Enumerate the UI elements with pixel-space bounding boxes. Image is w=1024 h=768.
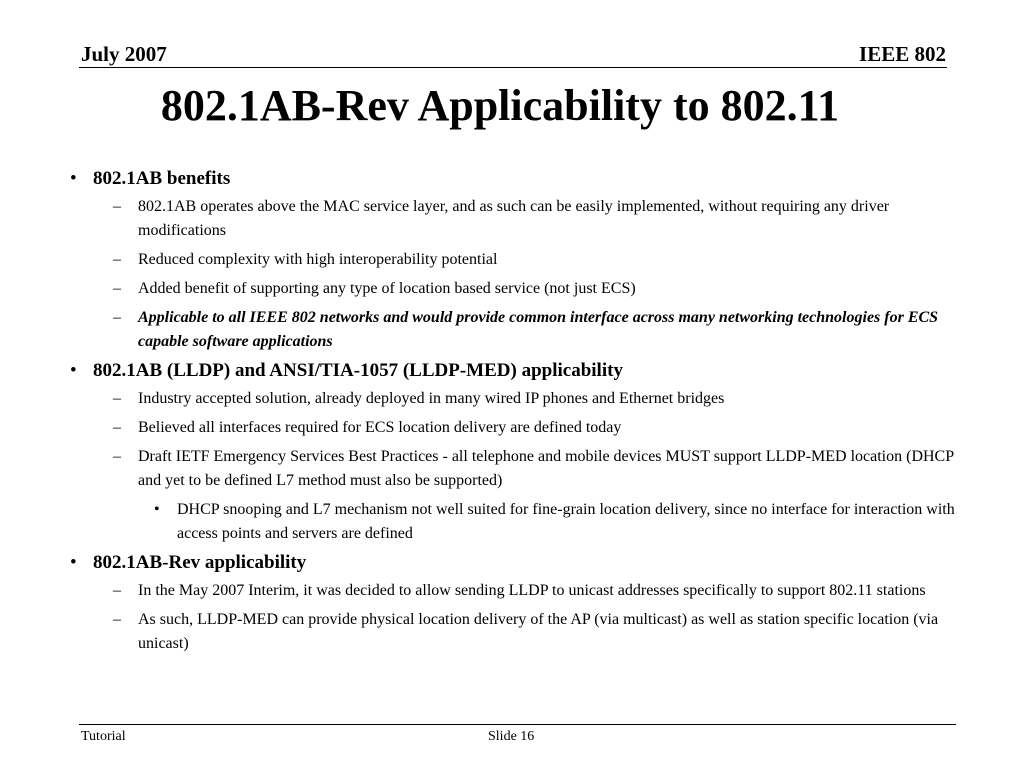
list-item-emphasized [113, 306, 970, 354]
list-item-text: Reduced complexity with high interoperability potential [138, 251, 498, 268]
bullet-marker: • [70, 168, 77, 189]
slide-number: Slide 16 [488, 729, 535, 744]
dash-marker: – [113, 448, 121, 465]
section-heading-text: 802.1AB-Rev applicability [93, 552, 307, 573]
list-item [113, 248, 970, 272]
list-item [113, 387, 970, 411]
sub-list-item [154, 498, 970, 546]
dash-marker: – [113, 611, 121, 628]
list-item [113, 195, 970, 243]
list-item-text: Believed all interfaces required for ECS location delivery are defined today [138, 419, 622, 436]
list-item-text: In the May 2007 Interim, it was decided to allow sending LLDP to unicast addresses specifically to support 802.11 stations [138, 582, 926, 599]
bullet-marker: • [70, 552, 77, 573]
dash-marker: – [113, 251, 121, 268]
footer-divider [79, 724, 956, 725]
list-item-text: Draft IETF Emergency Services Best Practices - all telephone and mobile devices MUST support LLDP-MED location (DHCP and yet to be defined L7 method must also be supported) [138, 448, 954, 489]
list-item-text: Added benefit of supporting any type of location based service (not just ECS) [138, 280, 636, 297]
list-item [113, 608, 970, 656]
bullet-marker: • [154, 501, 160, 518]
header-org: IEEE 802 [859, 42, 946, 66]
dash-marker: – [113, 390, 121, 407]
slide-title: 802.1AB-Rev Applicability to 802.11 [160, 81, 840, 130]
list-item-text: 802.1AB operates above the MAC service layer, and as such can be easily implemented, without requiring any driver modifications [138, 198, 890, 239]
section-heading [70, 167, 970, 191]
footer-label: Tutorial [81, 729, 126, 744]
slide-body [70, 167, 970, 661]
list-item [113, 277, 970, 301]
section-heading [70, 551, 970, 575]
section-heading-text: 802.1AB (LLDP) and ANSI/TIA-1057 (LLDP-MED) applicability [93, 360, 623, 381]
section-heading-text: 802.1AB benefits [93, 168, 231, 189]
list-item [113, 445, 970, 493]
sub-list-item-text: DHCP snooping and L7 mechanism not well suited for fine-grain location delivery, since no interface for interaction with access points and servers are defined [177, 501, 955, 542]
list-item [113, 416, 970, 440]
dash-marker: – [113, 198, 121, 215]
dash-marker: – [113, 280, 121, 297]
header-divider [79, 67, 947, 68]
list-item-text: As such, LLDP-MED can provide physical location delivery of the AP (via multicast) as well as station specific location (via unicast) [138, 611, 939, 652]
dash-marker: – [113, 419, 121, 436]
dash-marker: – [113, 582, 121, 599]
bullet-marker: • [70, 360, 77, 381]
list-item-text: Industry accepted solution, already deployed in many wired IP phones and Ethernet bridges [138, 390, 725, 407]
dash-marker: – [113, 309, 121, 326]
section-heading [70, 359, 970, 383]
list-item [113, 579, 970, 603]
list-item-text: Applicable to all IEEE 802 networks and would provide common interface across many networking technologies for ECS capable software applications [138, 309, 939, 350]
header-date: July 2007 [81, 42, 167, 66]
